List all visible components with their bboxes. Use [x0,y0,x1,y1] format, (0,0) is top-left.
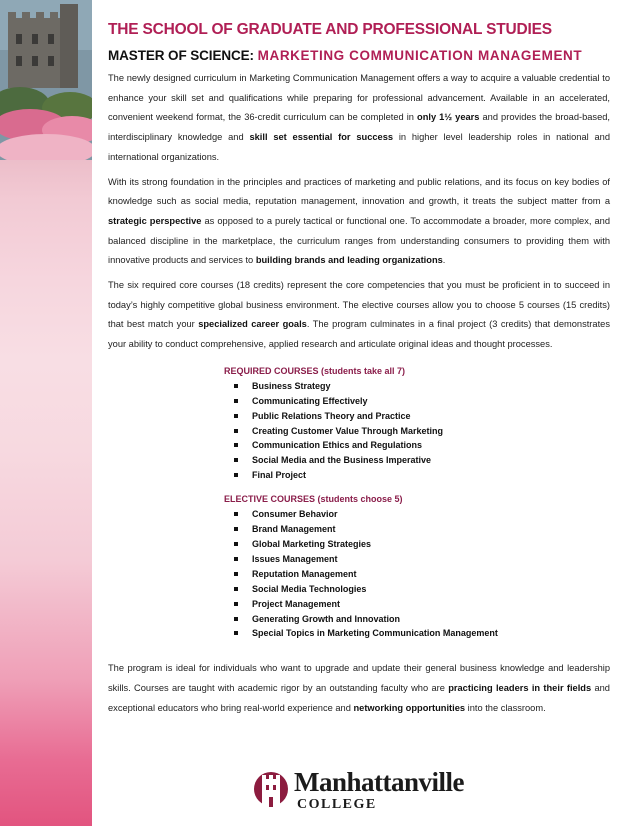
body-text: The six required core courses (18 credits) represent the core competencies that you must be proficient in to succeed in today’s highly competitive global business environment. The elective courses allow you to choose 5 courses (15 credits) that best match your [108,280,610,330]
foundation-paragraph [108,173,610,272]
course-item: Creating Customer Value Through Marketing [234,424,610,439]
body-text: . The program culminates in a final project (3 credits) that demonstrates your ability to conduct comprehensive, applied research and articulate original ideas and thought processes. [108,319,610,350]
course-item: Social Media Technologies [234,582,610,597]
course-item: Special Topics in Marketing Communication Management [234,626,610,641]
castle-photo [0,0,92,160]
elective-course-list [224,507,610,641]
body-text: . [442,255,446,266]
body-text: and provides the broad-based, interdisciplinary knowledge and [108,112,610,143]
ideal-candidate-paragraph [108,659,610,718]
required-courses-heading: REQUIRED COURSES (students take all 7) [224,365,406,376]
emphasis-text: strategic perspective [108,215,202,226]
program-name: MARKETING COMMUNICATION MANAGEMENT [257,48,583,63]
body-text: into the classroom. [465,702,546,713]
elective-courses [224,491,610,641]
program-title [108,47,610,65]
course-item: Issues Management [234,552,610,567]
body-text: The newly designed curriculum in Marketing Communication Management offers a way to acquire a valuable credential to enhance your skill set and qualifications while preparing for professional advancement. Available in an accelerated, convenient weekend format, the 36-credit curriculum can be completed in [108,73,610,123]
body-text: The program is ideal for individuals who want to upgrade and update their general business knowledge and leadership skills. Courses are taught with academic rigor by an outstanding faculty who are [108,663,610,694]
elective-courses-heading: ELECTIVE COURSES (students choose 5) [224,494,403,505]
course-item: Reputation Management [234,567,610,582]
required-courses [224,363,610,483]
course-item: Public Relations Theory and Practice [234,409,610,424]
body-text: in higher level leadership roles in national and international organizations. [108,132,610,162]
course-item: Final Project [234,468,610,483]
course-item: Business Strategy [234,379,610,394]
school-title: THE SCHOOL OF GRADUATE AND PROFESSIONAL STUDIES [108,21,552,38]
main-content [108,20,610,718]
course-item: Communicating Effectively [234,394,610,409]
body-text: With its strong foundation in the principles and practices of marketing and public relations, and its focus on key bodies of knowledge such as social media, reputation management, innovation and growth, it treats the subject matter from a [108,176,610,207]
intro-paragraph [108,69,610,168]
course-item: Communication Ethics and Regulations [234,438,610,453]
body-text: and exceptional educators who bring real-world experience and [108,683,610,713]
emphasis-text: building brands and leading organizations [255,255,443,266]
decorative-side-band [0,0,92,826]
courses-paragraph [108,276,610,355]
course-item: Generating Growth and Innovation [234,612,610,627]
emphasis-text: specialized career goals [198,319,307,330]
course-item: Global Marketing Strategies [234,537,610,552]
course-item: Consumer Behavior [234,507,610,522]
body-text: as opposed to a purely tactical or functional one. To accommodate a broader, more complex, and balanced discipline in the marketplace, the curriculum ranges from understanding consumers to providing them with innovative products and services to [108,215,610,266]
emphasis-text: networking opportunities [353,702,466,713]
program-degree: MASTER OF SCIENCE: [108,48,254,63]
college-logo [252,765,465,813]
logo-name: Manhattanville [294,767,465,797]
emphasis-text: skill set essential for success [249,132,394,143]
course-item: Project Management [234,597,610,612]
course-item: Brand Management [234,522,610,537]
emphasis-text: only 1½ years [417,112,480,123]
emphasis-text: practicing leaders in their fields [448,683,592,694]
castle-tower-icon [254,767,288,811]
logo-sub: COLLEGE [297,797,377,812]
course-item: Social Media and the Business Imperative [234,453,610,468]
required-course-list [224,379,610,483]
